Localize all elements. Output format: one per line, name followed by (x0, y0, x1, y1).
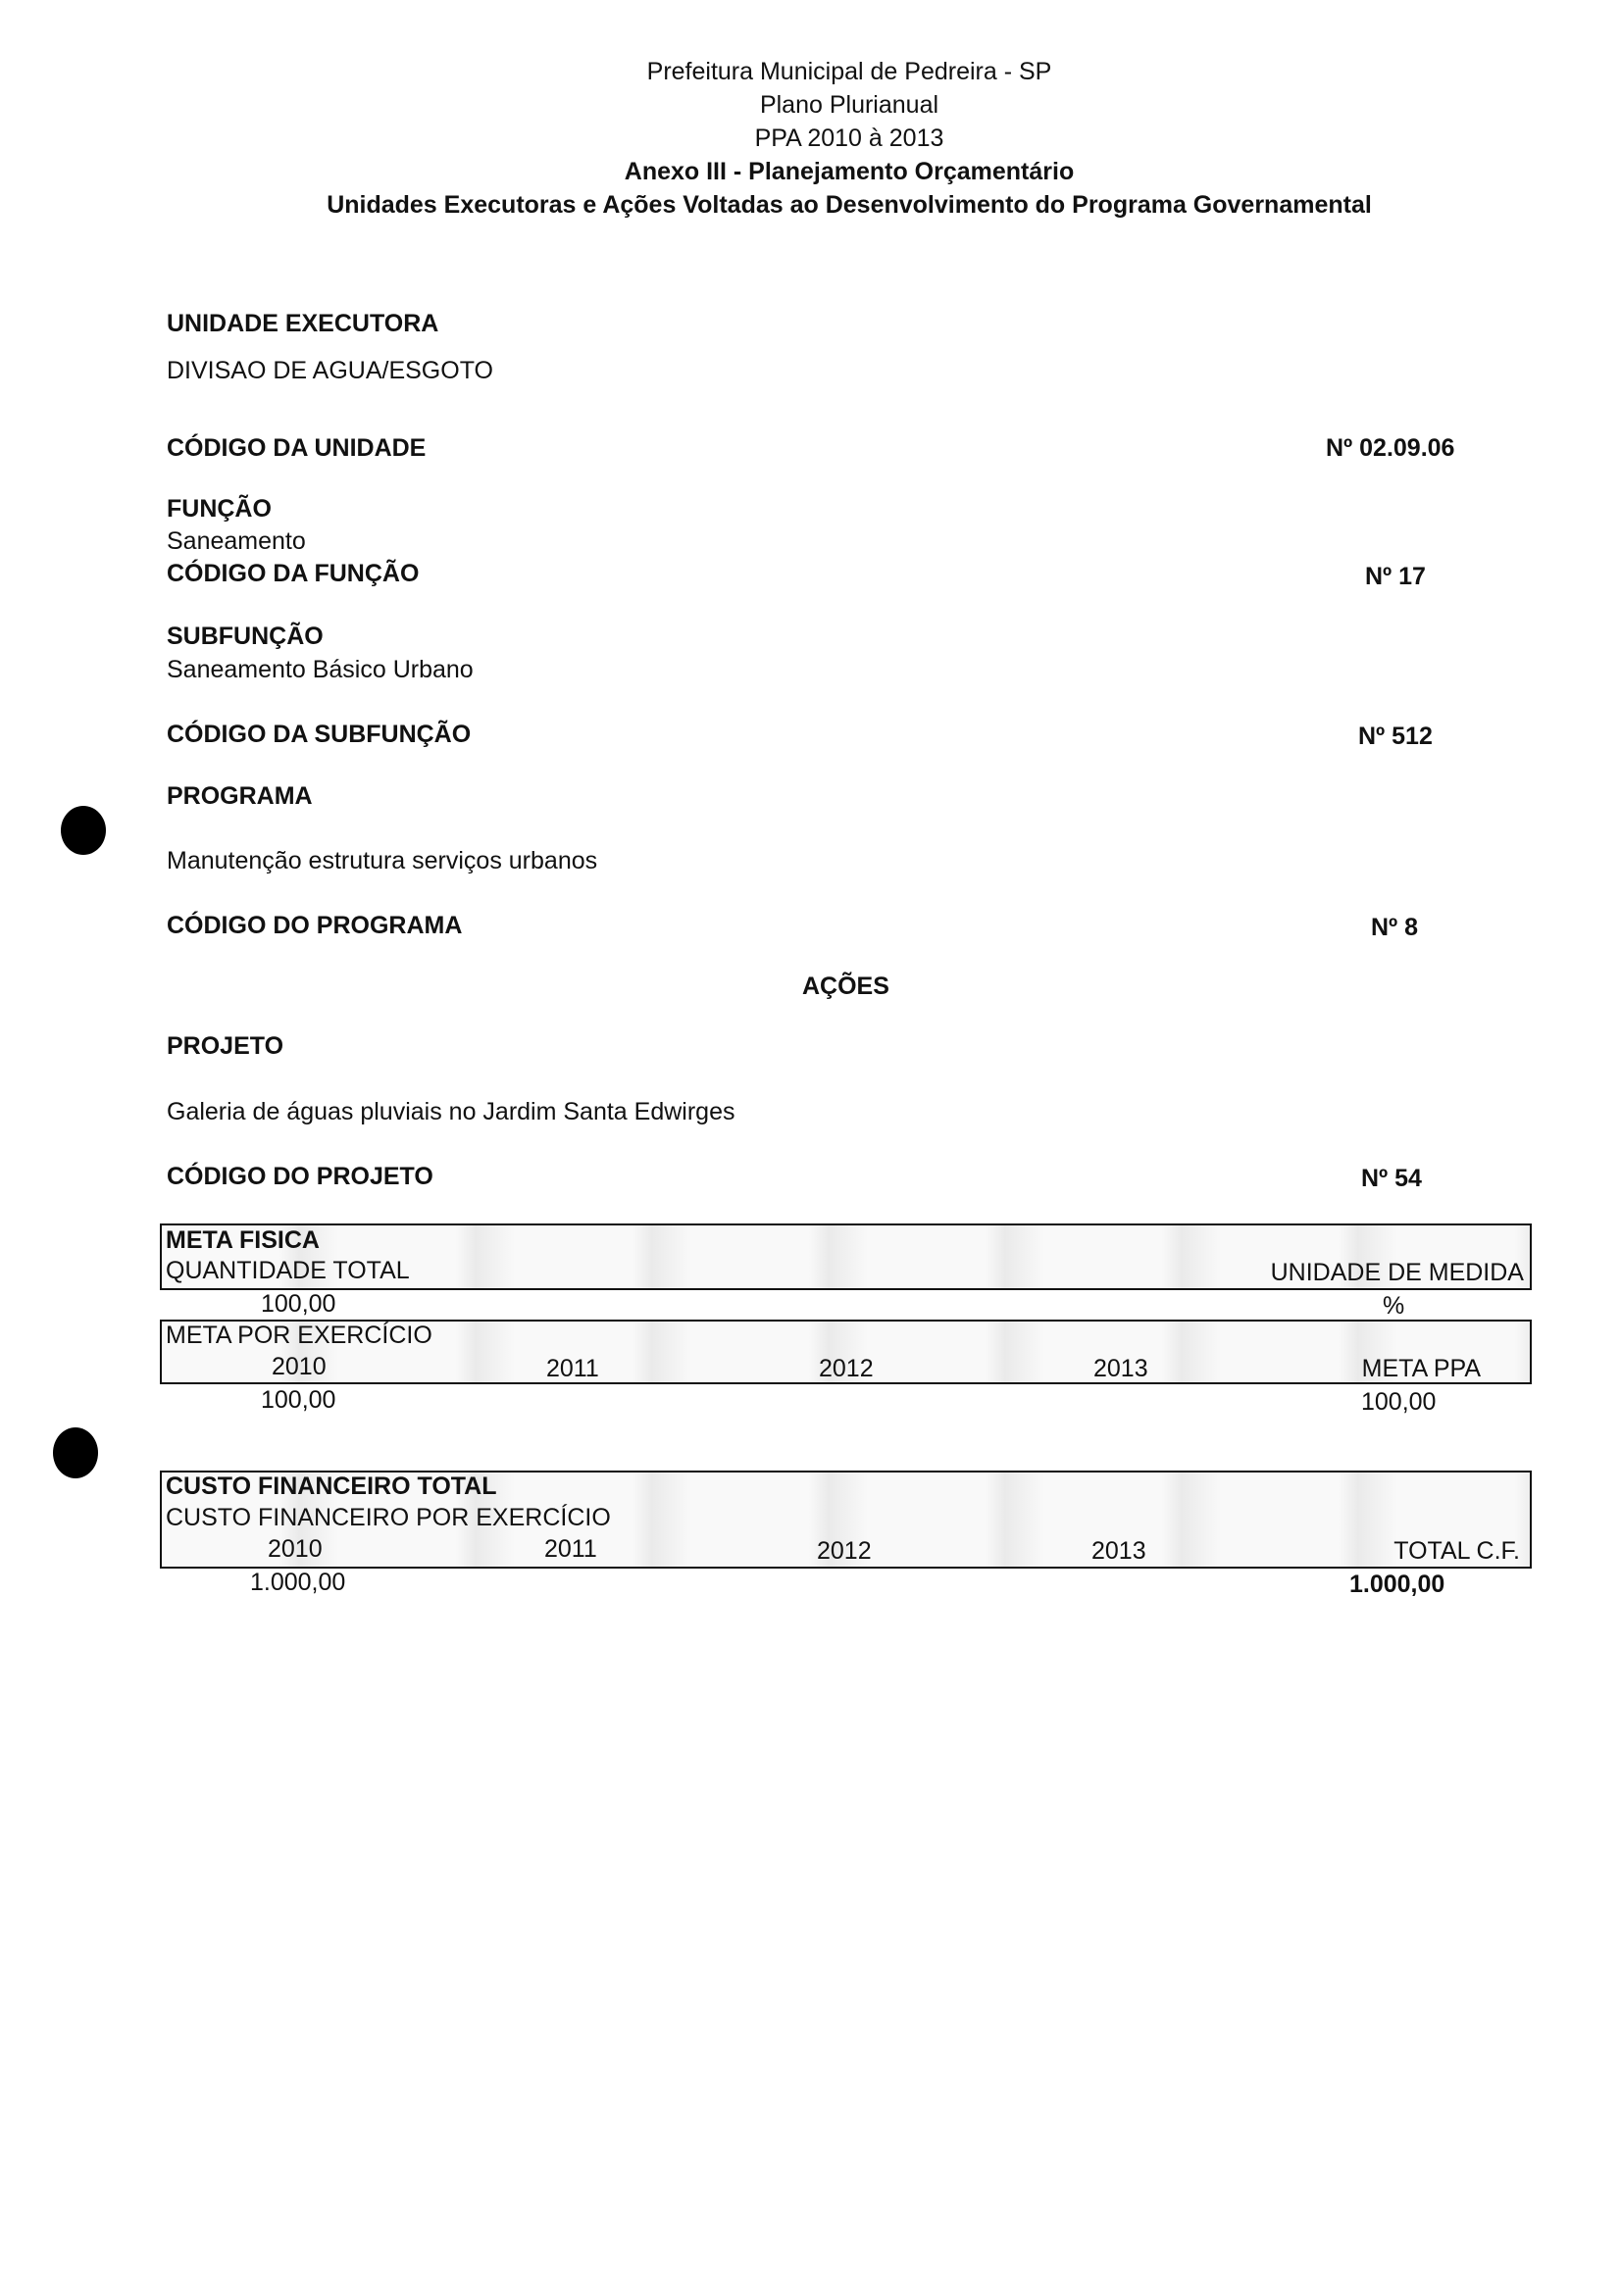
meta-exercicio-label: META POR EXERCÍCIO (166, 1322, 432, 1349)
header-line-annex: Anexo III - Planejamento Orçamentário (624, 158, 1075, 185)
custo-2010-value: 1.000,00 (250, 1569, 346, 1596)
meta-fisica-title: META FISICA (166, 1226, 320, 1254)
meta-fisica-box (160, 1223, 1532, 1290)
codigo-funcao-value: Nº 17 (1365, 563, 1426, 590)
projeto-label: PROJETO (167, 1032, 284, 1060)
meta-year-2010: 2010 (272, 1353, 327, 1380)
codigo-subfuncao-label: CÓDIGO DA SUBFUNÇÃO (167, 721, 472, 748)
meta-year-2013: 2013 (1093, 1355, 1148, 1382)
header-line-ppa: PPA 2010 à 2013 (754, 125, 944, 152)
meta-year-2011: 2011 (546, 1355, 599, 1382)
custo-year-2010: 2010 (268, 1535, 323, 1563)
codigo-projeto-value: Nº 54 (1361, 1165, 1422, 1192)
quantidade-total-value: 100,00 (261, 1290, 336, 1318)
unidade-label: UNIDADE EXECUTORA (167, 310, 439, 337)
custo-financeiro-box (160, 1471, 1532, 1569)
meta-ppa-label: META PPA (1361, 1355, 1481, 1382)
meta-year-2012: 2012 (819, 1355, 874, 1382)
unidade-medida-value: % (1383, 1292, 1405, 1320)
custo-total-title: CUSTO FINANCEIRO TOTAL (166, 1472, 497, 1500)
header-line-municipality: Prefeitura Municipal de Pedreira - SP (646, 58, 1052, 85)
unidade-value: DIVISAO DE AGUA/ESGOTO (167, 357, 493, 384)
programa-value: Manutenção estrutura serviços urbanos (167, 847, 598, 874)
funcao-label: FUNÇÃO (167, 495, 272, 523)
programa-label: PROGRAMA (167, 782, 313, 810)
codigo-programa-label: CÓDIGO DO PROGRAMA (167, 912, 463, 939)
custo-year-2011: 2011 (544, 1535, 597, 1563)
codigo-subfuncao-value: Nº 512 (1358, 723, 1433, 750)
custo-year-2013: 2013 (1091, 1537, 1146, 1565)
codigo-programa-value: Nº 8 (1371, 914, 1419, 941)
funcao-value: Saneamento (167, 527, 306, 555)
header-line-plan: Plano Plurianual (759, 91, 939, 119)
codigo-projeto-label: CÓDIGO DO PROJETO (167, 1163, 433, 1190)
header-line-subtitle: Unidades Executoras e Ações Voltadas ao Desenvolvimento do Programa Governamental (327, 191, 1372, 219)
meta-exercicio-box (160, 1320, 1532, 1384)
codigo-funcao-label: CÓDIGO DA FUNÇÃO (167, 560, 420, 587)
projeto-value: Galeria de águas pluviais no Jardim Santa Edwirges (167, 1098, 735, 1125)
subfuncao-value: Saneamento Básico Urbano (167, 656, 474, 683)
total-cf-label: TOTAL C.F. (1393, 1537, 1520, 1565)
subfuncao-label: SUBFUNÇÃO (167, 623, 324, 650)
unidade-medida-label: UNIDADE DE MEDIDA (1270, 1259, 1524, 1286)
quantidade-total-label: QUANTIDADE TOTAL (166, 1257, 410, 1284)
custo-year-2012: 2012 (817, 1537, 872, 1565)
codigo-unidade-value: Nº 02.09.06 (1326, 434, 1455, 462)
meta-ppa-value: 100,00 (1361, 1388, 1437, 1416)
punch-hole-lower (53, 1427, 98, 1478)
codigo-unidade-label: CÓDIGO DA UNIDADE (167, 434, 427, 462)
custo-exercicio-label: CUSTO FINANCEIRO POR EXERCÍCIO (166, 1504, 611, 1531)
punch-hole-upper (61, 806, 106, 855)
total-cf-value: 1.000,00 (1349, 1571, 1445, 1598)
meta-2010-value: 100,00 (261, 1386, 336, 1414)
acoes-title: AÇÕES (802, 973, 889, 1000)
